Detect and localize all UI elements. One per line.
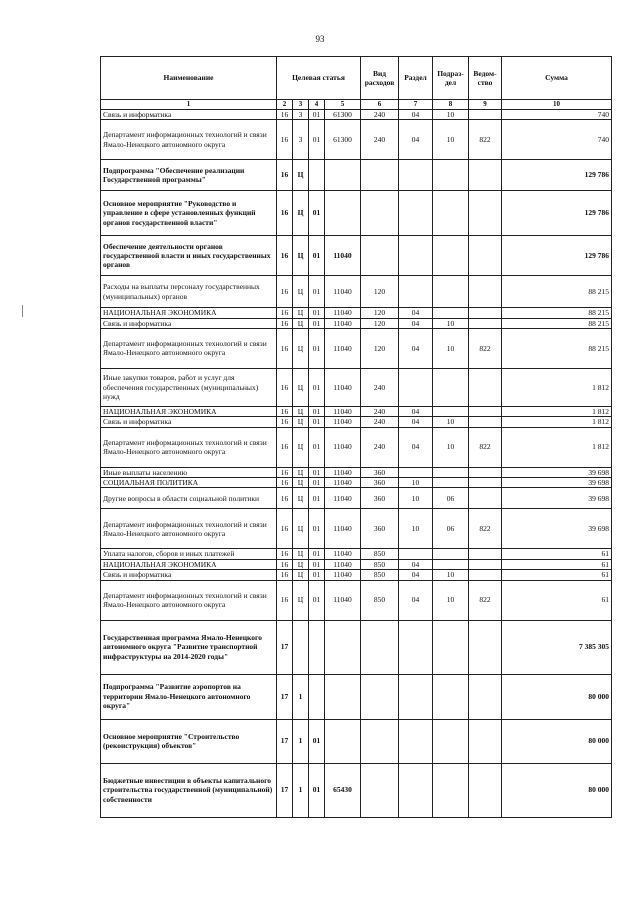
- row-sum: 1 812: [502, 417, 612, 427]
- subsection: [433, 308, 469, 318]
- table-row: [101, 368, 612, 406]
- section: [399, 467, 433, 477]
- row-name: НАЦИОНАЛЬНАЯ ЭКОНОМИКА: [101, 406, 277, 416]
- row-name: Иные закупки товаров, работ и услуг для обеспечения государственных (муниципальных) нужд: [101, 368, 277, 406]
- table-row: [101, 160, 612, 191]
- section: 04: [399, 308, 433, 318]
- expense-type: 240: [361, 120, 399, 160]
- department-code: 822: [469, 328, 502, 368]
- subsection: [433, 719, 469, 763]
- row-sum: 61: [502, 570, 612, 580]
- table-row: [101, 478, 612, 488]
- column-number: 3: [293, 100, 309, 110]
- target-program: 16: [277, 328, 293, 368]
- target-direction: 11040: [325, 570, 361, 580]
- row-sum: 1 812: [502, 427, 612, 467]
- expense-type: [361, 674, 399, 719]
- target-subprogram: Ц: [293, 276, 309, 308]
- expense-type: [361, 763, 399, 817]
- section: [399, 620, 433, 674]
- department-code: 822: [469, 120, 502, 160]
- target-activity: 01: [309, 406, 325, 416]
- department-code: [469, 570, 502, 580]
- expense-type: 240: [361, 406, 399, 416]
- row-sum: 39 698: [502, 488, 612, 509]
- target-activity: 01: [309, 580, 325, 620]
- expense-type: 360: [361, 478, 399, 488]
- column-number: 7: [399, 100, 433, 110]
- section: 04: [399, 580, 433, 620]
- target-direction: 11040: [325, 559, 361, 569]
- target-activity: 01: [309, 417, 325, 427]
- target-activity: 01: [309, 549, 325, 559]
- row-sum: 88 215: [502, 318, 612, 328]
- department-code: [469, 368, 502, 406]
- target-activity: 01: [309, 368, 325, 406]
- target-direction: 11040: [325, 236, 361, 276]
- row-sum: 80 000: [502, 719, 612, 763]
- column-number: 5: [325, 100, 361, 110]
- section: 04: [399, 559, 433, 569]
- target-subprogram: [293, 620, 309, 674]
- section: 04: [399, 417, 433, 427]
- target-program: 16: [277, 276, 293, 308]
- target-program: 16: [277, 160, 293, 191]
- target-subprogram: Ц: [293, 318, 309, 328]
- header-subsection: Подраз-дел: [433, 57, 469, 100]
- target-subprogram: Ц: [293, 580, 309, 620]
- department-code: [469, 549, 502, 559]
- target-activity: [309, 674, 325, 719]
- target-direction: 11040: [325, 406, 361, 416]
- target-activity: 01: [309, 191, 325, 236]
- table-row: [101, 109, 612, 119]
- header-department: Ведом-ство: [469, 57, 502, 100]
- subsection: 10: [433, 580, 469, 620]
- department-code: [469, 160, 502, 191]
- section: 04: [399, 427, 433, 467]
- subsection: [433, 674, 469, 719]
- target-program: 17: [277, 763, 293, 817]
- target-program: 16: [277, 318, 293, 328]
- section: 04: [399, 120, 433, 160]
- row-name: НАЦИОНАЛЬНАЯ ЭКОНОМИКА: [101, 559, 277, 569]
- header-target-article: Целевая статья: [277, 57, 361, 100]
- expense-type: 240: [361, 417, 399, 427]
- row-sum: 1 812: [502, 406, 612, 416]
- target-subprogram: Ц: [293, 467, 309, 477]
- target-program: 16: [277, 488, 293, 509]
- table-row: [101, 580, 612, 620]
- target-direction: [325, 674, 361, 719]
- table-row: [101, 763, 612, 817]
- subsection: [433, 406, 469, 416]
- target-program: 16: [277, 559, 293, 569]
- row-sum: 88 215: [502, 276, 612, 308]
- table-row: [101, 467, 612, 477]
- subsection: 10: [433, 427, 469, 467]
- target-subprogram: 3: [293, 120, 309, 160]
- target-subprogram: 1: [293, 719, 309, 763]
- subsection: [433, 236, 469, 276]
- target-activity: 01: [309, 763, 325, 817]
- row-name: Связь и информатика: [101, 417, 277, 427]
- department-code: [469, 236, 502, 276]
- row-sum: 740: [502, 109, 612, 119]
- target-program: 16: [277, 580, 293, 620]
- expense-type: 850: [361, 549, 399, 559]
- target-program: 16: [277, 236, 293, 276]
- target-subprogram: Ц: [293, 160, 309, 191]
- target-subprogram: Ц: [293, 406, 309, 416]
- expense-type: [361, 719, 399, 763]
- table-row: [101, 318, 612, 328]
- target-program: 16: [277, 109, 293, 119]
- table-row: [101, 509, 612, 549]
- target-subprogram: Ц: [293, 427, 309, 467]
- row-name: НАЦИОНАЛЬНАЯ ЭКОНОМИКА: [101, 308, 277, 318]
- target-subprogram: Ц: [293, 509, 309, 549]
- target-subprogram: Ц: [293, 368, 309, 406]
- table-row: [101, 719, 612, 763]
- section: [399, 236, 433, 276]
- target-program: 16: [277, 427, 293, 467]
- row-sum: 129 786: [502, 191, 612, 236]
- target-program: 16: [277, 509, 293, 549]
- target-subprogram: 3: [293, 109, 309, 119]
- column-number: 9: [469, 100, 502, 110]
- subsection: [433, 191, 469, 236]
- target-activity: 01: [309, 559, 325, 569]
- section: 10: [399, 488, 433, 509]
- expense-type: 240: [361, 427, 399, 467]
- target-activity: 01: [309, 467, 325, 477]
- subsection: 10: [433, 120, 469, 160]
- expense-type: 360: [361, 509, 399, 549]
- target-program: 16: [277, 191, 293, 236]
- target-direction: 11040: [325, 368, 361, 406]
- department-code: [469, 674, 502, 719]
- department-code: [469, 109, 502, 119]
- target-direction: 11040: [325, 467, 361, 477]
- section: 04: [399, 328, 433, 368]
- department-code: [469, 763, 502, 817]
- target-activity: 01: [309, 488, 325, 509]
- target-subprogram: Ц: [293, 549, 309, 559]
- target-activity: 01: [309, 109, 325, 119]
- column-number: 4: [309, 100, 325, 110]
- department-code: [469, 488, 502, 509]
- expense-type: 850: [361, 580, 399, 620]
- department-code: [469, 719, 502, 763]
- target-direction: 61300: [325, 120, 361, 160]
- budget-table: [100, 56, 612, 818]
- expense-type: [361, 191, 399, 236]
- target-direction: [325, 719, 361, 763]
- department-code: 822: [469, 509, 502, 549]
- table-row: [101, 570, 612, 580]
- target-activity: 01: [309, 328, 325, 368]
- row-name: Основное мероприятие "Строительство (реконструкция) объектов": [101, 719, 277, 763]
- target-activity: [309, 160, 325, 191]
- table-row: [101, 191, 612, 236]
- target-program: 17: [277, 674, 293, 719]
- subsection: [433, 478, 469, 488]
- target-subprogram: 1: [293, 763, 309, 817]
- target-activity: 01: [309, 478, 325, 488]
- target-program: 16: [277, 570, 293, 580]
- subsection: [433, 276, 469, 308]
- target-direction: 11040: [325, 308, 361, 318]
- subsection: 10: [433, 417, 469, 427]
- target-activity: 01: [309, 570, 325, 580]
- section: [399, 719, 433, 763]
- row-name: Обеспечение деятельности органов государственной власти и иных государственных органов: [101, 236, 277, 276]
- target-subprogram: Ц: [293, 488, 309, 509]
- row-name: Государственная программа Ямало-Ненецкого автономного округа "Развитие транспортной инфраструктуры на 2014-2020 годы": [101, 620, 277, 674]
- row-name: Иные выплаты населению: [101, 467, 277, 477]
- target-program: 16: [277, 549, 293, 559]
- expense-type: 120: [361, 308, 399, 318]
- target-subprogram: Ц: [293, 236, 309, 276]
- department-code: 822: [469, 580, 502, 620]
- target-program: 16: [277, 417, 293, 427]
- target-direction: 11040: [325, 488, 361, 509]
- target-program: 17: [277, 719, 293, 763]
- target-program: 17: [277, 620, 293, 674]
- table-row: [101, 549, 612, 559]
- subsection: 10: [433, 328, 469, 368]
- table-row: [101, 276, 612, 308]
- target-activity: 01: [309, 276, 325, 308]
- column-number: 8: [433, 100, 469, 110]
- section: [399, 368, 433, 406]
- target-direction: 11040: [325, 318, 361, 328]
- table-row: [101, 120, 612, 160]
- subsection: [433, 549, 469, 559]
- expense-type: 850: [361, 570, 399, 580]
- subsection: 10: [433, 109, 469, 119]
- target-direction: 11040: [325, 580, 361, 620]
- target-subprogram: Ц: [293, 478, 309, 488]
- table-row: [101, 427, 612, 467]
- section: 04: [399, 406, 433, 416]
- subsection: [433, 368, 469, 406]
- row-sum: 61: [502, 559, 612, 569]
- section: [399, 549, 433, 559]
- target-direction: 11040: [325, 417, 361, 427]
- column-number-row: [101, 100, 612, 110]
- row-name: Связь и информатика: [101, 109, 277, 119]
- row-sum: 39 698: [502, 467, 612, 477]
- expense-type: 240: [361, 368, 399, 406]
- target-direction: 11040: [325, 427, 361, 467]
- header-expense-type: Вид расходов: [361, 57, 399, 100]
- row-sum: 80 000: [502, 763, 612, 817]
- target-direction: [325, 160, 361, 191]
- table-row: [101, 236, 612, 276]
- column-number: 6: [361, 100, 399, 110]
- row-name: Департамент информационных технологий и связи Ямало-Ненецкого автономного округа: [101, 509, 277, 549]
- subsection: 10: [433, 570, 469, 580]
- expense-type: 360: [361, 488, 399, 509]
- target-subprogram: Ц: [293, 559, 309, 569]
- expense-type: [361, 160, 399, 191]
- expense-type: [361, 236, 399, 276]
- section: 04: [399, 109, 433, 119]
- target-activity: 01: [309, 120, 325, 160]
- department-code: 822: [469, 427, 502, 467]
- target-activity: 01: [309, 719, 325, 763]
- subsection: [433, 467, 469, 477]
- target-activity: [309, 620, 325, 674]
- department-code: [469, 478, 502, 488]
- row-name: Связь и информатика: [101, 570, 277, 580]
- target-subprogram: Ц: [293, 570, 309, 580]
- margin-mark: [22, 305, 24, 317]
- target-subprogram: Ц: [293, 417, 309, 427]
- row-sum: 129 786: [502, 236, 612, 276]
- target-direction: [325, 620, 361, 674]
- header-section: Раздел: [399, 57, 433, 100]
- page-number: 93: [315, 34, 325, 44]
- row-sum: 80 000: [502, 674, 612, 719]
- target-activity: 01: [309, 318, 325, 328]
- row-name: Департамент информационных технологий и связи Ямало-Ненецкого автономного округа: [101, 120, 277, 160]
- expense-type: [361, 620, 399, 674]
- target-activity: 01: [309, 427, 325, 467]
- row-name: Бюджетные инвестиции в объекты капитального строительства государственной (муниципальной) собственности: [101, 763, 277, 817]
- expense-type: 120: [361, 318, 399, 328]
- target-program: 16: [277, 368, 293, 406]
- target-direction: 61300: [325, 109, 361, 119]
- row-sum: 88 215: [502, 308, 612, 318]
- target-direction: 65430: [325, 763, 361, 817]
- department-code: [469, 620, 502, 674]
- expense-type: 360: [361, 467, 399, 477]
- subsection: 06: [433, 488, 469, 509]
- target-activity: 01: [309, 509, 325, 549]
- header-name: Наименование: [101, 57, 277, 100]
- section: [399, 763, 433, 817]
- row-sum: 7 385 305: [502, 620, 612, 674]
- department-code: [469, 559, 502, 569]
- row-name: Уплата налогов, сборов и иных платежей: [101, 549, 277, 559]
- table-row: [101, 308, 612, 318]
- target-subprogram: Ц: [293, 191, 309, 236]
- target-direction: [325, 191, 361, 236]
- row-name: Основное мероприятие "Руководство и управление в сфере установленных функций органов государственной власти": [101, 191, 277, 236]
- subsection: 10: [433, 318, 469, 328]
- target-direction: 11040: [325, 509, 361, 549]
- target-subprogram: Ц: [293, 308, 309, 318]
- row-name: Департамент информационных технологий и связи Ямало-Ненецкого автономного округа: [101, 580, 277, 620]
- table-row: [101, 559, 612, 569]
- subsection: [433, 620, 469, 674]
- subsection: [433, 559, 469, 569]
- row-sum: 88 215: [502, 328, 612, 368]
- section: 04: [399, 318, 433, 328]
- row-name: Подпрограмма "Развитие аэропортов на территории Ямало-Ненецкого автономного округа": [101, 674, 277, 719]
- target-program: 16: [277, 467, 293, 477]
- table-body: [101, 109, 612, 817]
- expense-type: 850: [361, 559, 399, 569]
- department-code: [469, 191, 502, 236]
- department-code: [469, 318, 502, 328]
- target-direction: 11040: [325, 276, 361, 308]
- row-name: Департамент информационных технологий и связи Ямало-Ненецкого автономного округа: [101, 427, 277, 467]
- expense-type: 120: [361, 276, 399, 308]
- target-direction: 11040: [325, 478, 361, 488]
- department-code: [469, 308, 502, 318]
- table-row: [101, 328, 612, 368]
- column-number: 2: [277, 100, 293, 110]
- row-name: Подпрограмма "Обеспечение реализации Государственной программы": [101, 160, 277, 191]
- row-sum: 61: [502, 580, 612, 620]
- row-sum: 740: [502, 120, 612, 160]
- column-number: 1: [101, 100, 277, 110]
- table-row: [101, 406, 612, 416]
- row-sum: 39 698: [502, 478, 612, 488]
- subsection: [433, 763, 469, 817]
- target-program: 16: [277, 478, 293, 488]
- expense-type: 240: [361, 109, 399, 119]
- row-sum: 1 812: [502, 368, 612, 406]
- department-code: [469, 417, 502, 427]
- target-program: 16: [277, 120, 293, 160]
- section: [399, 276, 433, 308]
- subsection: [433, 160, 469, 191]
- target-activity: 01: [309, 236, 325, 276]
- row-name: Связь и информатика: [101, 318, 277, 328]
- table-row: [101, 674, 612, 719]
- target-program: 16: [277, 406, 293, 416]
- target-direction: 11040: [325, 549, 361, 559]
- table-row: [101, 417, 612, 427]
- target-direction: 11040: [325, 328, 361, 368]
- department-code: [469, 467, 502, 477]
- row-sum: 129 786: [502, 160, 612, 191]
- expense-type: 120: [361, 328, 399, 368]
- section: [399, 160, 433, 191]
- row-name: Департамент информационных технологий и связи Ямало-Ненецкого автономного округа: [101, 328, 277, 368]
- column-number: 10: [502, 100, 612, 110]
- target-activity: 01: [309, 308, 325, 318]
- section: 04: [399, 570, 433, 580]
- section: 10: [399, 478, 433, 488]
- header-sum: Сумма: [502, 57, 612, 100]
- row-name: Другие вопросы в области социальной политики: [101, 488, 277, 509]
- row-sum: 61: [502, 549, 612, 559]
- target-subprogram: 1: [293, 674, 309, 719]
- row-name: Расходы на выплаты персоналу государственных (муниципальных) органов: [101, 276, 277, 308]
- subsection: 06: [433, 509, 469, 549]
- row-name: СОЦИАЛЬНАЯ ПОЛИТИКА: [101, 478, 277, 488]
- target-subprogram: Ц: [293, 328, 309, 368]
- section: [399, 191, 433, 236]
- table-row: [101, 620, 612, 674]
- department-code: [469, 276, 502, 308]
- table-row: [101, 488, 612, 509]
- section: [399, 674, 433, 719]
- row-sum: 39 698: [502, 509, 612, 549]
- header-row: [101, 57, 612, 100]
- section: 10: [399, 509, 433, 549]
- target-program: 16: [277, 308, 293, 318]
- department-code: [469, 406, 502, 416]
